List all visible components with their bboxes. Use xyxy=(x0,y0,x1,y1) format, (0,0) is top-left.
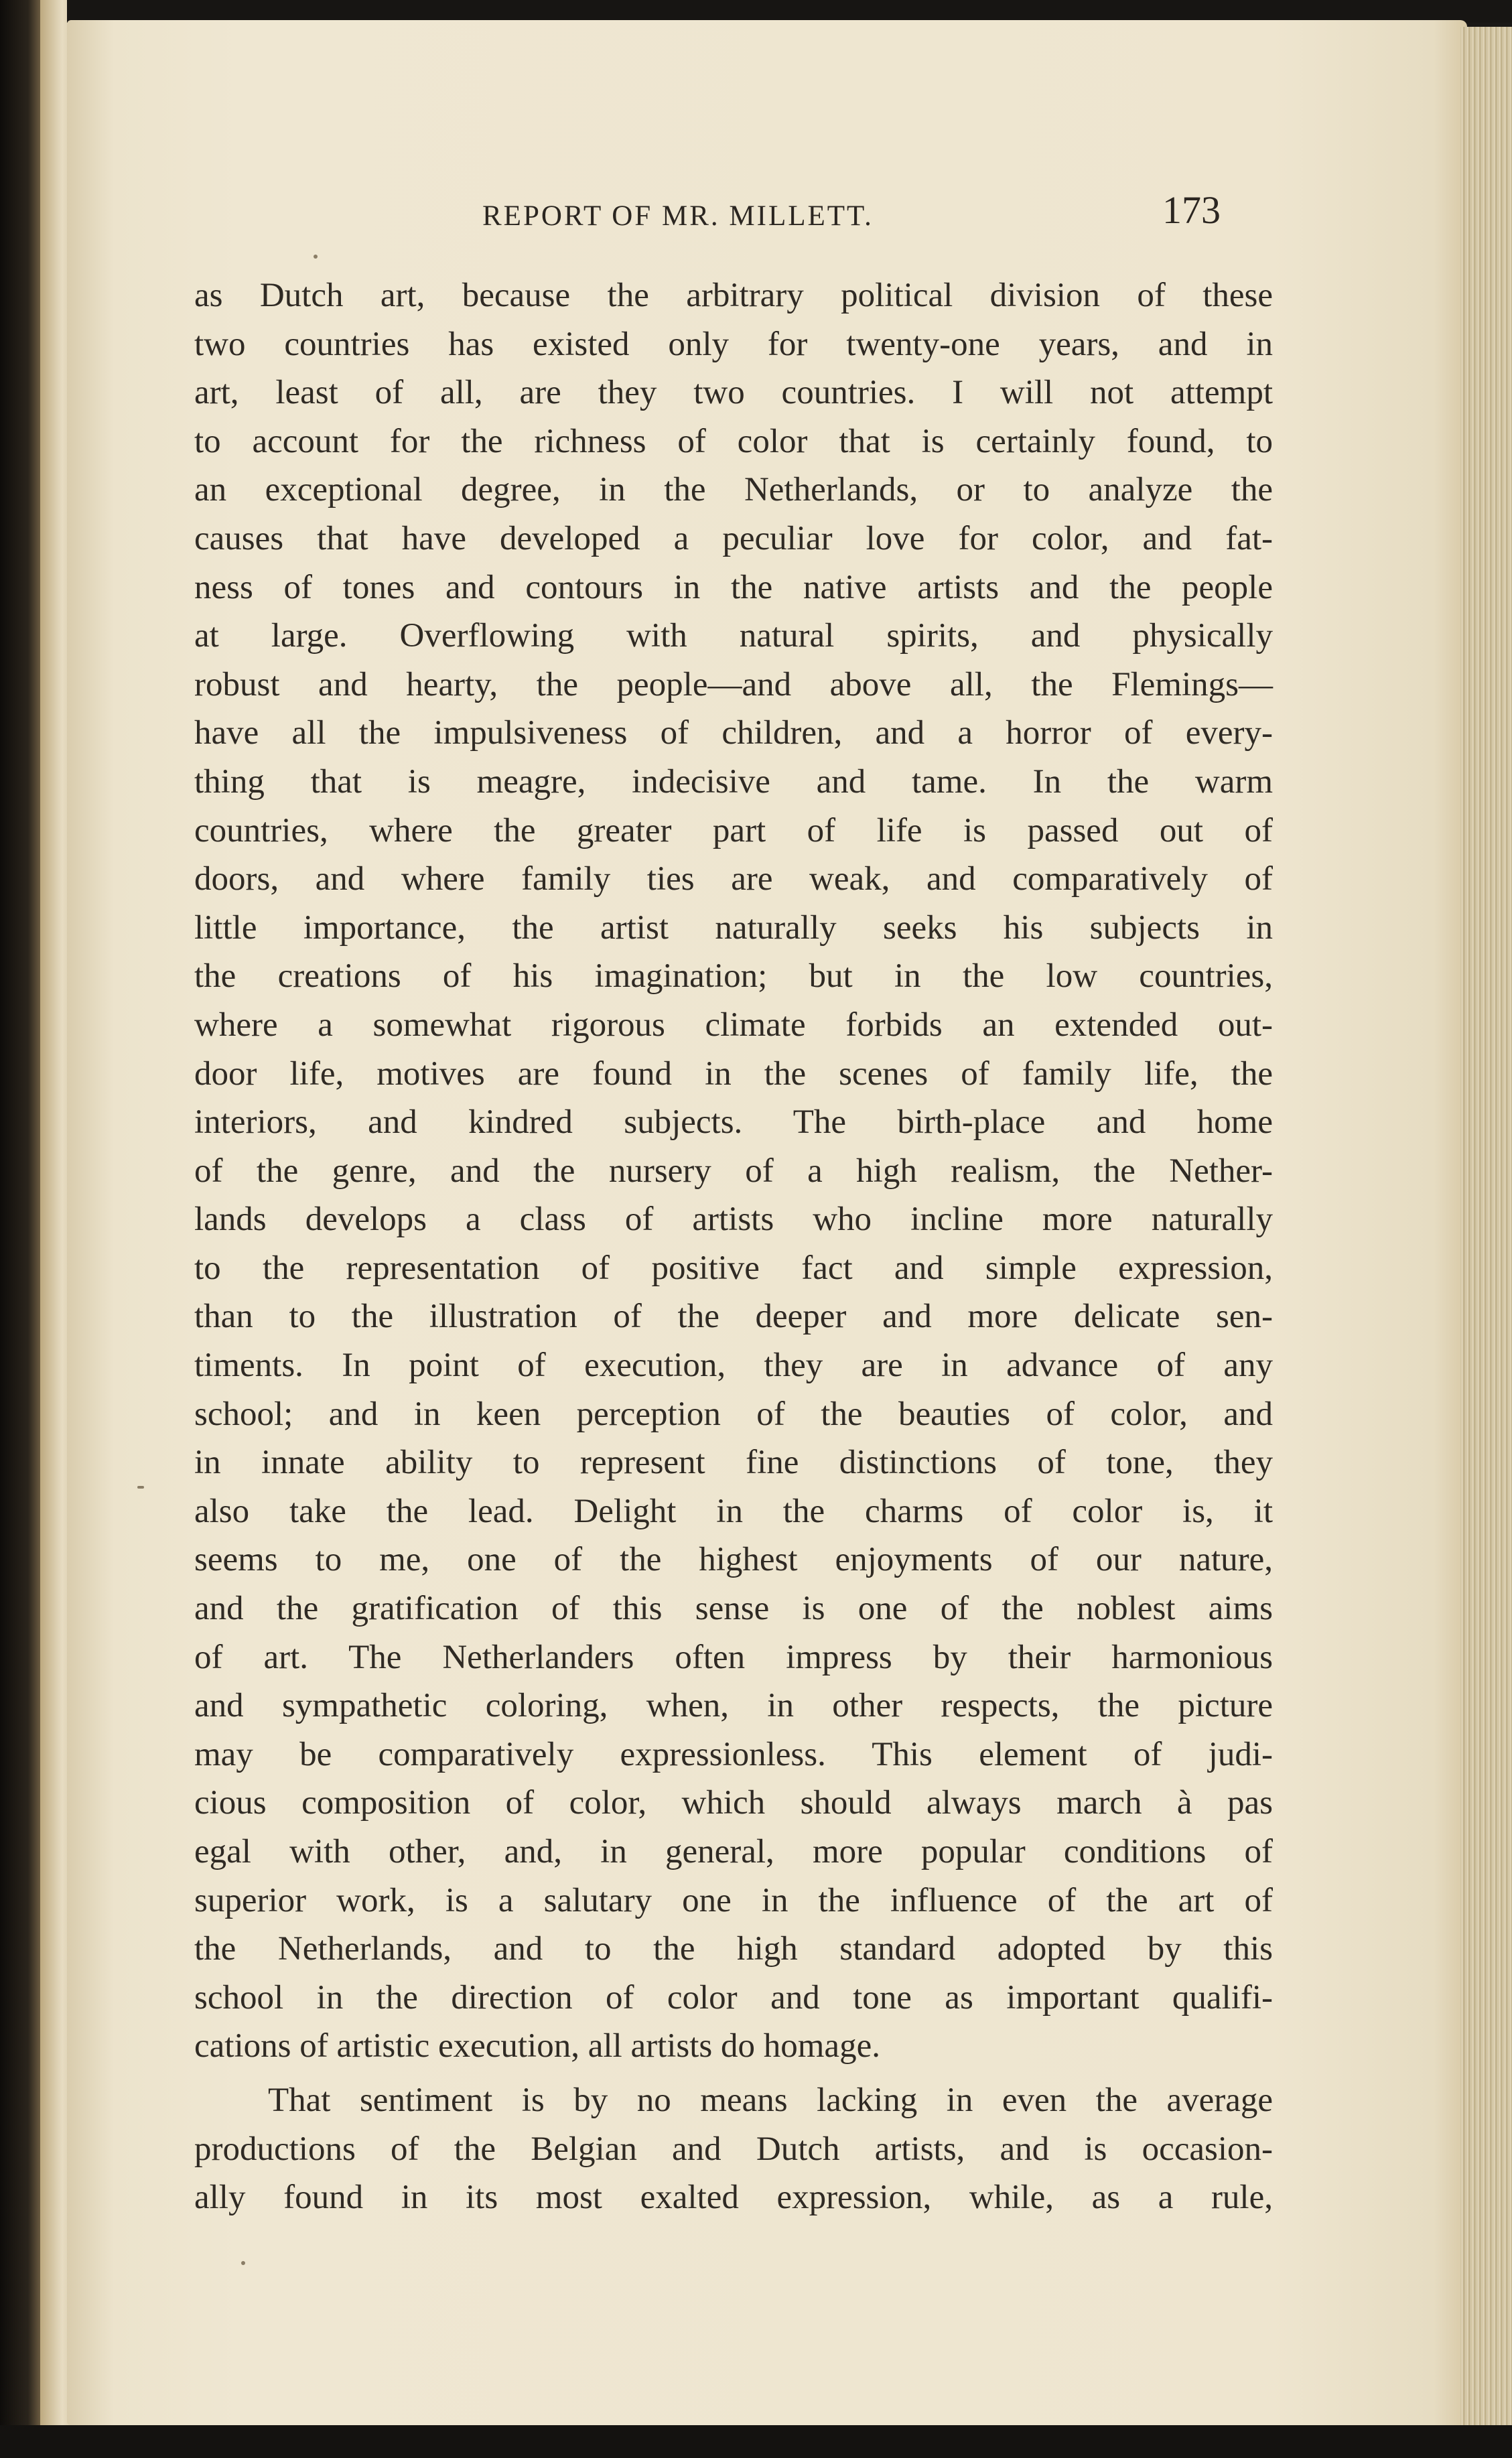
text-line: robust and hearty, the people—and above all, the Flemings— xyxy=(194,665,1273,703)
text-line: an exceptional degree, in the Netherlands, or to analyze the xyxy=(194,471,1273,509)
text-line: door life, motives are found in the scenes of family life, the xyxy=(194,1054,1273,1093)
text-line: school in the direction of color and tone as important qualifi- xyxy=(194,1978,1273,2017)
text-line: causes that have developed a peculiar love for color, and fat- xyxy=(194,519,1273,557)
text-line: superior work, is a salutary one in the influence of the art of xyxy=(194,1881,1273,1919)
text-line: have all the impulsiveness of children, and a horror of every- xyxy=(194,714,1273,752)
running-head: REPORT OF MR. MILLETT. xyxy=(482,200,874,232)
text-line: of art. The Netherlanders often impress by their harmonious xyxy=(194,1638,1273,1676)
text-line: the creations of his imagination; but in the low countries, xyxy=(194,957,1273,996)
text-line: cations of artistic execution, all artists do homage. xyxy=(194,2027,880,2065)
text-line: little importance, the artist naturally seeks his subjects in xyxy=(194,908,1273,947)
text-line: also take the lead. Delight in the charms of color is, it xyxy=(194,1492,1273,1530)
text-line: ness of tones and contours in the native artists and the people xyxy=(194,568,1273,606)
text-line: egal with other, and, in general, more popular conditions of xyxy=(194,1833,1273,1870)
paper-speck xyxy=(137,1486,144,1489)
body-text xyxy=(194,271,1273,2222)
text-line: to account for the richness of color that is certainly found, to xyxy=(194,422,1273,460)
text-line: seems to me, one of the highest enjoyments of our nature, xyxy=(194,1541,1273,1579)
text-line: at large. Overflowing with natural spirits, and physically xyxy=(194,617,1273,655)
paper-speck xyxy=(241,2261,245,2265)
top-background xyxy=(67,0,1512,23)
text-line: doors, and where family ties are weak, and comparatively of xyxy=(194,860,1273,898)
paragraph xyxy=(194,271,1273,2071)
text-line: than to the illustration of the deeper and more delicate sen- xyxy=(194,1298,1273,1336)
text-line: timents. In point of execution, they are in advance of any xyxy=(194,1347,1273,1385)
text-line: cious composition of color, which should always march à pas xyxy=(194,1784,1273,1822)
book-spine xyxy=(0,0,40,2458)
text-line: countries, where the greater part of life is passed out of xyxy=(194,811,1273,849)
text-line: productions of the Belgian and Dutch artists, and is occasion- xyxy=(194,2130,1273,2168)
text-line: as Dutch art, because the arbitrary political division of these xyxy=(194,277,1273,314)
text-line: ally found in its most exalted expression, while, as a rule, xyxy=(194,2179,1273,2217)
text-line: lands develops a class of artists who incline more naturally xyxy=(194,1201,1273,1239)
text-line: in innate ability to represent fine distinctions of tone, they xyxy=(194,1444,1273,1482)
text-line: school; and in keen perception of the beauties of color, and xyxy=(194,1395,1273,1433)
paper-speck xyxy=(314,255,318,259)
text-line: two countries has existed only for twenty-one years, and in xyxy=(194,325,1273,363)
text-line: where a somewhat rigorous climate forbids an extended out- xyxy=(194,1006,1273,1044)
text-line: may be comparatively expressionless. This element of judi- xyxy=(194,1735,1273,1773)
page-block-edge xyxy=(1460,27,1512,2425)
text-line: interiors, and kindred subjects. The birth-place and home xyxy=(194,1103,1273,1142)
text-line: art, least of all, are they two countries. I will not attempt xyxy=(194,374,1273,412)
page-number: 173 xyxy=(1162,188,1221,232)
paragraph-gap xyxy=(194,2071,1273,2076)
text-line: and sympathetic coloring, when, in other respects, the picture xyxy=(194,1687,1273,1725)
text-line: That sentiment is by no means lacking in even the average xyxy=(268,2081,1273,2119)
text-line: the Netherlands, and to the high standard adopted by this xyxy=(194,1930,1273,1968)
text-line: to the representation of positive fact and simple expression, xyxy=(194,1249,1273,1287)
text-line: thing that is meagre, indecisive and tame. In the warm xyxy=(194,762,1273,801)
text-line: and the gratification of this sense is one of the noblest aims xyxy=(194,1590,1273,1628)
text-line: of the genre, and the nursery of a high realism, the Nether- xyxy=(194,1152,1273,1190)
paragraph xyxy=(194,2076,1273,2222)
bottom-background xyxy=(0,2425,1512,2458)
